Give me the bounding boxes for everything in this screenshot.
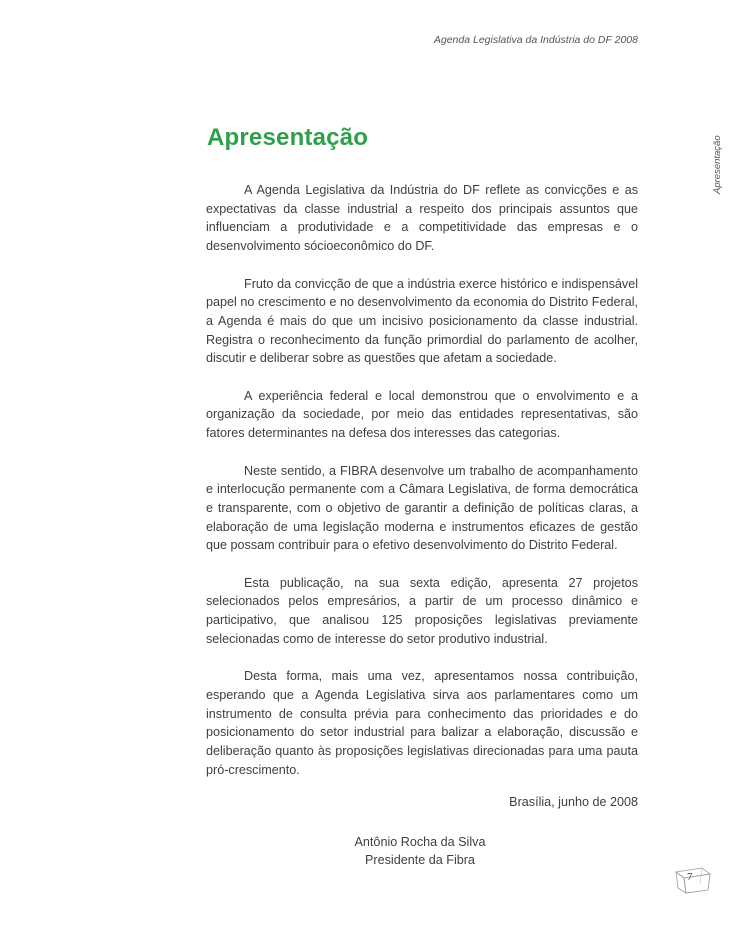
cube-outline-icon	[674, 862, 714, 894]
paragraph-2: Fruto da convicção de que a indústria exerce histórico e indispensável papel no crescimento e no desenvolvimento da economia do Distrito Federal, a Agenda é mais do que um incisivo posicionamento da classe industrial. Registra o reconhecimento da função primordial do parlamento de acolher, discutir e deliberar sobre as questões que afetam a sociedade.	[206, 276, 638, 366]
paragraph-6: Desta forma, mais uma vez, apresentamos nossa contribuição, esperando que a Agenda Legislativa sirva aos parlamentares como um instrumento de consulta prévia para conhecimento das prioridades e do posicionamento do setor industrial para balizar a elaboração, discussão e deliberação quanto às proposições legislativas direcionadas para uma pauta pró-crescimento.	[206, 669, 638, 777]
signature-block	[320, 833, 520, 869]
place-date: Brasília, junho de 2008	[509, 795, 638, 809]
signatory-role: Presidente da Fibra	[365, 853, 475, 867]
paragraph-5: Esta publicação, na sua sexta edição, apresenta 27 projetos selecionados pelos empresários, a partir de um processo dinâmico e participativo, que analisou 125 proposições legislativas previamente selecionadas como de interesse do setor produtivo industrial.	[206, 575, 638, 646]
page-number-box	[674, 862, 714, 894]
page-number: 7	[687, 871, 693, 883]
page-title: Apresentação	[207, 124, 369, 151]
body-text	[206, 181, 638, 798]
side-section-label: Apresentação	[712, 135, 723, 194]
running-header: Agenda Legislativa da Indústria do DF 2008	[433, 34, 638, 46]
paragraph-4: Neste sentido, a FIBRA desenvolve um trabalho de acompanhamento e interlocução permanente com a Câmara Legislativa, de forma democrática e transparente, com o objetivo de garantir a definição de políticas claras, a elaboração de uma legislação moderna e instrumentos eficazes de gestão que possam contribuir para o efetivo desenvolvimento do Distrito Federal.	[206, 463, 638, 553]
signatory-name: Antônio Rocha da Silva	[354, 835, 486, 849]
paragraph-1: A Agenda Legislativa da Indústria do DF reflete as convicções e as expectativas da classe industrial a respeito dos principais assuntos que influenciam a produtividade e a competitividade das empresas e o desenvolvimento sócioeconômico do DF.	[206, 183, 638, 254]
paragraph-3: A experiência federal e local demonstrou que o envolvimento e a organização da sociedade, por meio das entidades representativas, são fatores determinantes na defesa dos interesses das categorias.	[206, 388, 638, 441]
